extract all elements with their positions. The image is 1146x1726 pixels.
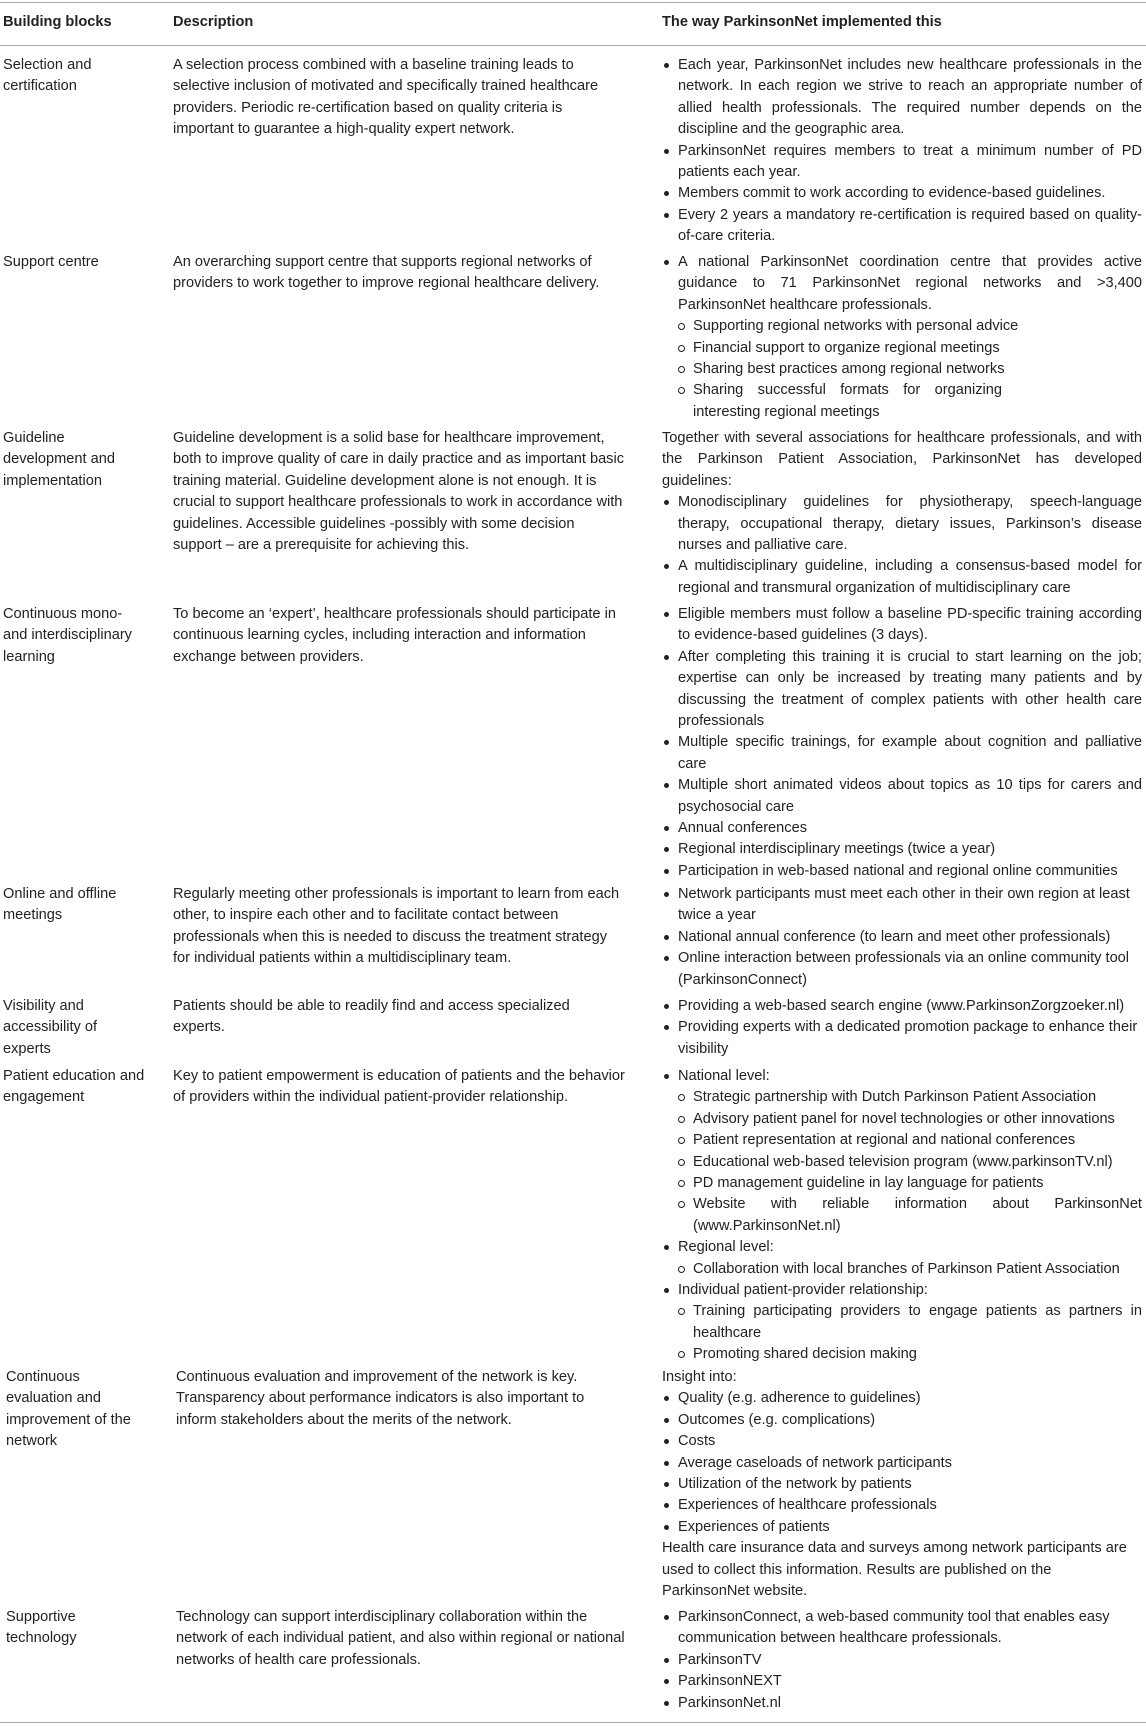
intro-text: Together with several associations for healthcare professionals, and with the Parkinson Patient Association, ParkinsonNet has developed guidelines: [662, 430, 1142, 489]
sub-bullet-item: Promoting shared decision making [662, 1344, 1142, 1365]
bullet-list [662, 55, 1142, 248]
bullet-item: Online interaction between professionals via an online community tool (ParkinsonConnect) [662, 948, 1142, 991]
bullet-item: ParkinsonConnect, a web-based community tool that enables easy communication between healthcare professionals. [662, 1607, 1142, 1650]
row-description: Patients should be able to readily find and access specialized experts. [173, 998, 570, 1036]
row-block-label: Continuous evaluation and improvement of the network [6, 1369, 131, 1450]
bullet-item: National annual conference (to learn and meet other professionals) [662, 927, 1142, 948]
bullet-item: A multidisciplinary guideline, including a consensus-based model for regional and transmural organization of multidisciplinary care [662, 556, 1142, 599]
bullet-item: Individual patient-provider relationship: [662, 1280, 1142, 1301]
bullet-list [662, 1066, 1142, 1087]
sub-bullet-item: Financial support to organize regional meetings [662, 338, 1142, 359]
bullet-item: Utilization of the network by patients [662, 1474, 1142, 1495]
row-implementation [662, 996, 1142, 1060]
row-block-label: Selection and certification [3, 57, 92, 95]
row-description: Regularly meeting other professionals is important to learn from each other, to inspire each other and to facilitate contact between professionals when this is needed to discuss the treatment strategy for individual patients within a multidisciplinary team. [173, 886, 620, 967]
row-description: Continuous evaluation and improvement of the network is key. Transparency about performance indicators is also important to inform stakeholders about the merits of the network. [176, 1369, 585, 1428]
bullet-item: Every 2 years a mandatory re-certification is required based on quality-of-care criteria. [662, 205, 1142, 248]
bullet-list [662, 604, 1142, 882]
bullet-list [662, 1388, 1142, 1538]
sub-bullet-item: Advisory patient panel for novel technologies or other innovations [662, 1109, 1142, 1130]
bullet-list [662, 1607, 1142, 1714]
bullet-list [662, 884, 1142, 991]
bullet-item: Members commit to work according to evidence-based guidelines. [662, 183, 1142, 204]
row-block-label: Visibility and accessibility of experts [3, 998, 98, 1057]
row-implementation [662, 1607, 1142, 1714]
sub-bullet-item: Strategic partnership with Dutch Parkinson Patient Association [662, 1087, 1142, 1108]
sub-bullet-item: PD management guideline in lay language for patients [662, 1173, 1142, 1194]
bullet-item: ParkinsonTV [662, 1650, 1142, 1671]
row-description: Guideline development is a solid base for healthcare improvement, both to improve quality of care in daily practice and as important basic training material. Guideline development alone is not enough. It is crucial to support healthcare professionals to work in accordance with guidelines. Accessible guidelines -possibly with some decision support – are a prerequisite for achieving this. [173, 430, 625, 554]
bullet-item: Costs [662, 1431, 1142, 1452]
sub-bullet-item: Supporting regional networks with personal advice [662, 316, 1142, 337]
bullet-item: Multiple specific trainings, for example about cognition and palliative care [662, 732, 1142, 775]
bullet-item: Each year, ParkinsonNet includes new healthcare professionals in the network. In each region we strive to reach an appropriate number of allied health professionals. The required number depends on the discipline and the geographic area. [662, 55, 1142, 141]
table-bottom-rule [0, 1722, 1146, 1723]
bullet-item: Regional interdisciplinary meetings (twice a year) [662, 839, 1142, 860]
sub-bullet-item: Educational web-based television program (www.parkinsonTV.nl) [662, 1152, 1142, 1173]
bullet-item: After completing this training it is crucial to start learning on the job; expertise can only be increased by treating many patients and by discussing the treatment of complex patients with other health care professionals [662, 647, 1142, 733]
bullet-item: Providing experts with a dedicated promotion package to enhance their visibility [662, 1017, 1142, 1060]
bullet-item: Eligible members must follow a baseline PD-specific training according to evidence-based guidelines (3 days). [662, 604, 1142, 647]
row-implementation [662, 604, 1142, 882]
row-implementation [662, 428, 1142, 599]
bullet-item: Monodisciplinary guidelines for physiotherapy, speech-language therapy, occupational therapy, dietary issues, Parkinson’s disease nurses and palliative care. [662, 492, 1142, 556]
bullet-item: Outcomes (e.g. complications) [662, 1410, 1142, 1431]
row-description: Key to patient empowerment is education of patients and the behavior of providers within the individual patient-provider relationship. [173, 1068, 625, 1106]
sub-bullet-item: Collaboration with local branches of Parkinson Patient Association [662, 1259, 1142, 1280]
table-top-rule [0, 2, 1146, 3]
sub-bullet-item: Sharing best practices among regional networks [662, 359, 1142, 380]
header-description: Description [173, 14, 254, 30]
row-implementation [662, 1367, 1142, 1602]
intro-text: Insight into: [662, 1369, 737, 1385]
row-description: A selection process combined with a baseline training leads to selective inclusion of motivated and specifically trained healthcare providers. Periodic re-certification based on quality criteria is important to guarantee a high-quality expert network. [173, 57, 599, 138]
sub-bullet-item: Website with reliable information about ParkinsonNet (www.ParkinsonNet.nl) [662, 1194, 1142, 1237]
sub-bullet-list [662, 1259, 1142, 1280]
bullet-item: Providing a web-based search engine (www.ParkinsonZorgzoeker.nl) [662, 996, 1142, 1017]
bullet-item: Average caseloads of network participants [662, 1453, 1142, 1474]
header-building-blocks: Building blocks [3, 14, 112, 30]
row-block-label: Guideline development and implementation [3, 430, 115, 489]
bullet-item: Quality (e.g. adherence to guidelines) [662, 1388, 1142, 1409]
row-block-label: Patient education and engagement [3, 1068, 145, 1106]
outro-text: Health care insurance data and surveys among network participants are used to collect this information. Results are published on the ParkinsonNet website. [662, 1540, 1127, 1600]
bullet-list [662, 996, 1142, 1060]
bullet-list [662, 252, 1142, 316]
bullet-item: ParkinsonNet.nl [662, 1693, 1142, 1714]
sub-bullet-item: Patient representation at regional and national conferences [662, 1130, 1142, 1151]
bullet-item: Annual conferences [662, 818, 1142, 839]
bullet-item: Network participants must meet each other in their own region at least twice a year [662, 884, 1142, 927]
bullet-item: Regional level: [662, 1237, 1142, 1258]
row-block-label: Online and offline meetings [3, 886, 117, 924]
row-implementation [662, 884, 1142, 991]
row-description: An overarching support centre that supports regional networks of providers to work together to improve regional healthcare delivery. [173, 254, 600, 292]
bullet-item: A national ParkinsonNet coordination centre that provides active guidance to 71 ParkinsonNet regional networks and >3,400 ParkinsonNet healthcare professionals. [662, 252, 1142, 316]
bullet-item: National level: [662, 1066, 1142, 1087]
row-implementation [662, 55, 1142, 248]
bullet-list [662, 492, 1142, 599]
row-block-label: Supportive technology [6, 1609, 77, 1647]
bullet-item: Experiences of healthcare professionals [662, 1495, 1142, 1516]
header-implementation: The way ParkinsonNet implemented this [662, 14, 942, 30]
bullet-item: ParkinsonNet requires members to treat a minimum number of PD patients each year. [662, 141, 1142, 184]
header-rule [0, 45, 1146, 46]
bullet-item: Participation in web-based national and regional online communities [662, 861, 1142, 882]
row-implementation [662, 1066, 1142, 1366]
bullet-list [662, 1237, 1142, 1258]
sub-bullet-item: Training participating providers to engage patients as partners in healthcare [662, 1301, 1142, 1344]
row-block-label: Support centre [3, 254, 99, 270]
row-description: Technology can support interdisciplinary collaboration within the network of each individual patient, and also within regional or national networks of health care professionals. [176, 1609, 625, 1668]
row-block-label: Continuous mono- and interdisciplinary learning [3, 606, 132, 665]
bullet-item: ParkinsonNEXT [662, 1671, 1142, 1692]
sub-bullet-list [662, 1301, 1142, 1365]
bullet-item: Multiple short animated videos about topics as 10 tips for carers and psychosocial care [662, 775, 1142, 818]
bullet-list [662, 1280, 1142, 1301]
row-description: To become an ‘expert’, healthcare professionals should participate in continuous learning cycles, including interaction and information exchange between providers. [173, 606, 616, 665]
sub-bullet-list [662, 1087, 1142, 1237]
sub-bullet-list [662, 316, 1142, 423]
row-implementation [662, 252, 1142, 423]
sub-bullet-item: Sharing successful formats for organizing interesting regional meetings [662, 380, 1142, 423]
bullet-item: Experiences of patients [662, 1517, 1142, 1538]
